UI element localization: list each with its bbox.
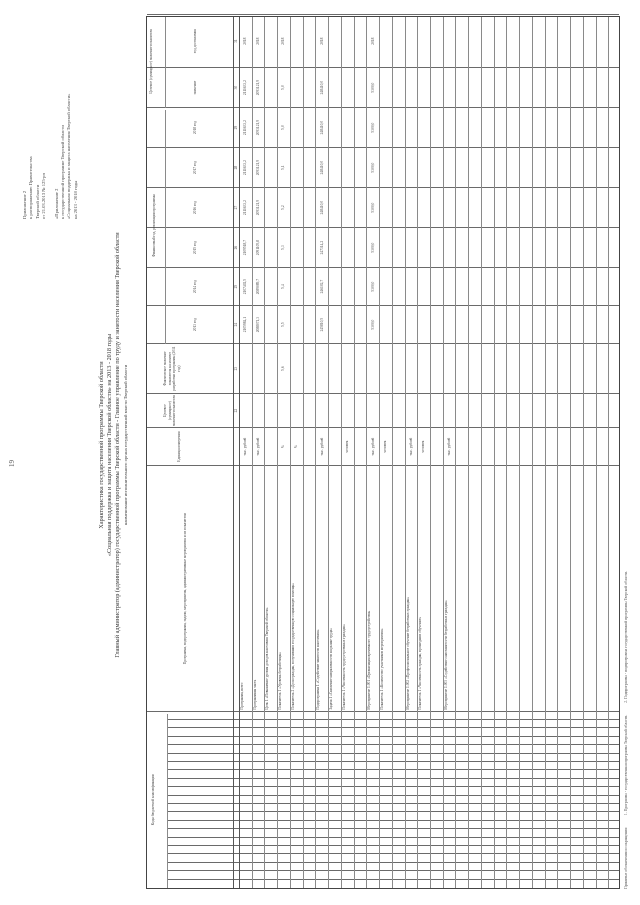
baseline-header: Фактическое значение показателя на момент разработки программы (2011 год) [163, 346, 181, 391]
target-header: Целевое (суммарное) значение показателя [163, 395, 177, 427]
code-column-rule [167, 795, 619, 796]
row-rule [583, 17, 584, 888]
row-description: Задача 1 «Снижение напряженности на рынке труда» [329, 628, 334, 710]
approval-line: «Социальная поддержка и защита населения Тверской области» [66, 93, 72, 219]
row-description [431, 468, 443, 710]
row-year-value: 2111633,2 [243, 160, 248, 176]
row-final-value: 2111633,2 [243, 80, 248, 96]
row-year-value: 5300,0 [370, 202, 375, 213]
code-column-rule [167, 778, 619, 779]
title-line: Главный администратор (администратор) государственной программы Тверской области - Главное управление по труду и занятости населения Тверской области [114, 232, 121, 658]
row-description [393, 468, 405, 710]
code-column-rule [167, 727, 619, 728]
row-year-value: 5,5 [281, 322, 286, 327]
approval-line: к распоряжению Правительства [28, 156, 34, 219]
row-unit: тыс. рублей [446, 437, 451, 456]
row-unit: % [294, 445, 299, 449]
title-line: Характеристика государственной программы Тверской области [98, 361, 105, 529]
row-description: Показатель 1 «Численность трудоустроенных граждан» [341, 624, 346, 710]
final-year-header: год достижения [193, 29, 197, 54]
row-year-value: 246102,7 [319, 279, 324, 294]
row-year-value: 248410,0 [319, 160, 324, 175]
approval-block [22, 49, 79, 219]
row-final-year: 2018 [281, 37, 286, 45]
row-description [507, 468, 519, 710]
row-rule [570, 17, 571, 888]
row-unit: тыс. рублей [370, 437, 375, 456]
row-rule [315, 17, 316, 888]
row-description: Цель 1 «Повышение уровня доходов населения Тверской области» [265, 607, 270, 710]
row-rule [455, 17, 456, 888]
column-rule [147, 67, 619, 68]
row-year-value: 2093121,9 [255, 119, 260, 136]
row-description [304, 468, 316, 710]
code-group-rule [167, 714, 168, 888]
legend-line: Принятые обозначения и сокращения: [624, 827, 628, 889]
row-unit: человек [383, 440, 388, 453]
code-column-rule [167, 879, 619, 880]
row-description: Показатель 2 «Доля граждан, получивших государственную социальную помощь» [290, 583, 295, 710]
legend-line: 1. Программа - государственная программа Тверской области. [624, 714, 628, 816]
year-header: 2018 год [193, 121, 197, 135]
code-column-rule [167, 828, 619, 829]
column-number: 26 [234, 245, 238, 250]
legend [624, 9, 629, 889]
code-column-rule [167, 820, 619, 821]
code-column-rule [167, 761, 619, 762]
legend-line: 2. Подпрограмма - подпрограмма государственной программы Тверской области. [624, 571, 628, 703]
row-description [533, 468, 545, 710]
row-rule [506, 17, 507, 888]
row-rule [264, 17, 265, 888]
row-description [456, 468, 468, 710]
row-rule [354, 17, 355, 888]
row-year-value: 247314,2 [319, 240, 324, 255]
row-final-year: 2018 [243, 37, 248, 45]
row-description: Программа, всего [240, 682, 244, 710]
row-final-year: 2018 [370, 37, 375, 45]
column-number: 22 [234, 408, 238, 413]
row-description [571, 468, 583, 710]
row-final-year: 2018 [255, 37, 260, 45]
row-year-value: 5,1 [281, 165, 286, 170]
column-rule [147, 14, 619, 15]
row-year-value: 5,0 [281, 125, 286, 130]
row-rule [532, 17, 533, 888]
column-rule [147, 227, 619, 228]
row-final-value: 248410,0 [319, 80, 324, 95]
column-rule [147, 343, 619, 344]
row-description [495, 468, 507, 710]
row-rule [545, 17, 546, 888]
code-column-rule [167, 803, 619, 804]
column-number: 23 [234, 366, 238, 371]
row-final-value: 5,0 [281, 85, 286, 90]
row-final-value: 2093121,9 [255, 79, 260, 96]
program-table [146, 16, 620, 889]
row-unit: тыс. рублей [319, 437, 324, 456]
final-group-rule [165, 17, 166, 108]
row-year-value: 5,3 [281, 245, 286, 250]
code-column-rule [167, 837, 619, 838]
row-description [355, 468, 367, 710]
title-line: «Социальная поддержка и защита населения Тверской области» на 2013 - 2018 годы [106, 333, 113, 557]
column-number: 25 [234, 284, 238, 289]
row-rule [405, 17, 406, 888]
row-year-value: 2089089,7 [255, 278, 260, 295]
code-column-rule [167, 853, 619, 854]
column-rule [147, 267, 619, 268]
row-final-year: 2018 [319, 37, 324, 45]
unit-header: Единица измерения [177, 431, 181, 462]
row-description: Мероприятие 1.001 «Организация временного трудоустройства» [367, 610, 372, 710]
row-rule [443, 17, 444, 888]
row-baseline: 5,6 [281, 366, 286, 371]
code-column-rule [167, 719, 619, 720]
code-column-rule [167, 744, 619, 745]
row-year-value: 245810,5 [319, 317, 324, 332]
row-rule [341, 17, 342, 888]
program-text-header: Программа, подпрограмма, задачи, мероприятия, административные мероприятия и их показатели [183, 512, 187, 665]
column-rule [147, 393, 619, 394]
row-unit: тыс. рублей [243, 437, 248, 456]
row-unit: тыс. рублей [255, 437, 260, 456]
row-unit: человек [345, 440, 350, 453]
approval-line: на 2013 - 2018 годы [72, 180, 78, 219]
row-rule [608, 17, 609, 888]
row-unit: % [281, 445, 286, 449]
approval-line: «Приложение 2 [53, 188, 59, 219]
row-year-value: 5,2 [281, 205, 286, 210]
code-column-rule [167, 862, 619, 863]
row-description: Мероприятие 1.003 «Содействие самозанятости безработных граждан» [443, 600, 448, 710]
row-description: Программная часть [252, 679, 257, 710]
column-number: 27 [234, 205, 238, 210]
code-column-rule [167, 736, 619, 737]
row-description [546, 468, 558, 710]
row-rule [468, 17, 469, 888]
row-rule [328, 17, 329, 888]
code-column-rule [147, 711, 619, 712]
row-description [469, 468, 481, 710]
row-rule [277, 17, 278, 888]
document-title [98, 165, 130, 725]
row-rule [366, 17, 367, 888]
row-year-value: 248410,0 [319, 120, 324, 135]
row-description [597, 468, 609, 710]
header-rule [239, 17, 240, 888]
page-number: 19 [8, 460, 16, 467]
title-note: наименование исполнительного органа государственной власти Тверской области [123, 364, 128, 526]
row-rule [481, 17, 482, 888]
years-group-header: Финансовый год, реализации программы [152, 194, 156, 258]
year-header: 2017 год [193, 161, 197, 175]
row-year-value: 5,4 [281, 284, 286, 289]
row-rule [290, 17, 291, 888]
column-number: 28 [234, 165, 238, 170]
row-year-value: 2105984,1 [243, 316, 248, 333]
final-value-header: значение [193, 80, 197, 95]
row-rule [252, 17, 253, 888]
row-rule [557, 17, 558, 888]
row-description [558, 468, 570, 710]
year-header: 2016 год [193, 201, 197, 215]
row-unit: человек [421, 440, 426, 453]
row-year-value: 2111633,2 [243, 120, 248, 136]
approval-line: от 21.03.2013 № 125-рп [41, 173, 47, 219]
row-description: Подпрограмма 1 «Содействие занятости населения» [316, 629, 321, 710]
code-column-rule [167, 753, 619, 754]
code-column-rule [167, 811, 619, 812]
row-rule [596, 17, 597, 888]
row-year-value: 2109518,7 [243, 239, 248, 256]
code-column-rule [167, 870, 619, 871]
years-group-rule [165, 110, 166, 344]
row-description: Показатель 1 «Количество участников мероприятия» [380, 628, 385, 710]
year-header: 2015 год [193, 241, 197, 255]
row-description [584, 468, 596, 710]
row-year-value: 248410,0 [319, 200, 324, 215]
code-column-rule [167, 786, 619, 787]
column-number: 30 [234, 85, 238, 90]
row-description [609, 468, 621, 710]
row-description [520, 468, 532, 710]
column-rule [147, 187, 619, 188]
code-column-rule [167, 845, 619, 846]
row-description: Показатель 1 «Уровень безработицы» [278, 652, 283, 710]
row-rule [392, 17, 393, 888]
row-description [482, 468, 494, 710]
row-year-value: 5300,0 [370, 242, 375, 253]
row-rule [417, 17, 418, 888]
row-year-value: 2111633,2 [243, 200, 248, 216]
year-header: 2013 год [193, 318, 197, 332]
approval-line: Тверской области [34, 184, 40, 219]
column-number: 24 [234, 322, 238, 327]
row-year-value: 5300,0 [370, 319, 375, 330]
final-group-header: Целевое (суммарное) значение показателя [149, 29, 153, 94]
row-description: Показатель 1 «Численность граждан, прошедших обучение» [418, 616, 423, 710]
row-year-value: 2107402,5 [243, 278, 248, 295]
row-description: Мероприятие 1.002 «Профессиональное обучение безработных граждан» [405, 596, 410, 710]
row-year-value: 2091105,8 [255, 240, 260, 256]
column-number: 29 [234, 125, 238, 130]
column-number: 31 [234, 39, 238, 43]
code-column-rule [167, 769, 619, 770]
row-year-value: 2088071,3 [255, 316, 260, 333]
approval-line: Приложение 2 [22, 190, 27, 219]
row-rule [519, 17, 520, 888]
row-final-value: 5300,0 [370, 82, 375, 93]
code-group-header: Коды бюджетной классификации [151, 774, 155, 826]
row-rule [494, 17, 495, 888]
column-rule [147, 107, 619, 108]
approval-line: к государственной программе Тверской области [60, 125, 66, 219]
row-year-value: 5300,0 [370, 281, 375, 292]
row-unit: тыс. рублей [408, 437, 413, 456]
row-year-value: 5300,0 [370, 122, 375, 133]
row-year-value: 5300,0 [370, 162, 375, 173]
column-rule [147, 305, 619, 306]
row-rule [430, 17, 431, 888]
row-rule [379, 17, 380, 888]
year-header: 2014 год [193, 280, 197, 294]
row-year-value: 2093121,9 [255, 159, 260, 176]
row-year-value: 2093121,9 [255, 199, 260, 216]
row-rule [303, 17, 304, 888]
column-rule [147, 147, 619, 148]
